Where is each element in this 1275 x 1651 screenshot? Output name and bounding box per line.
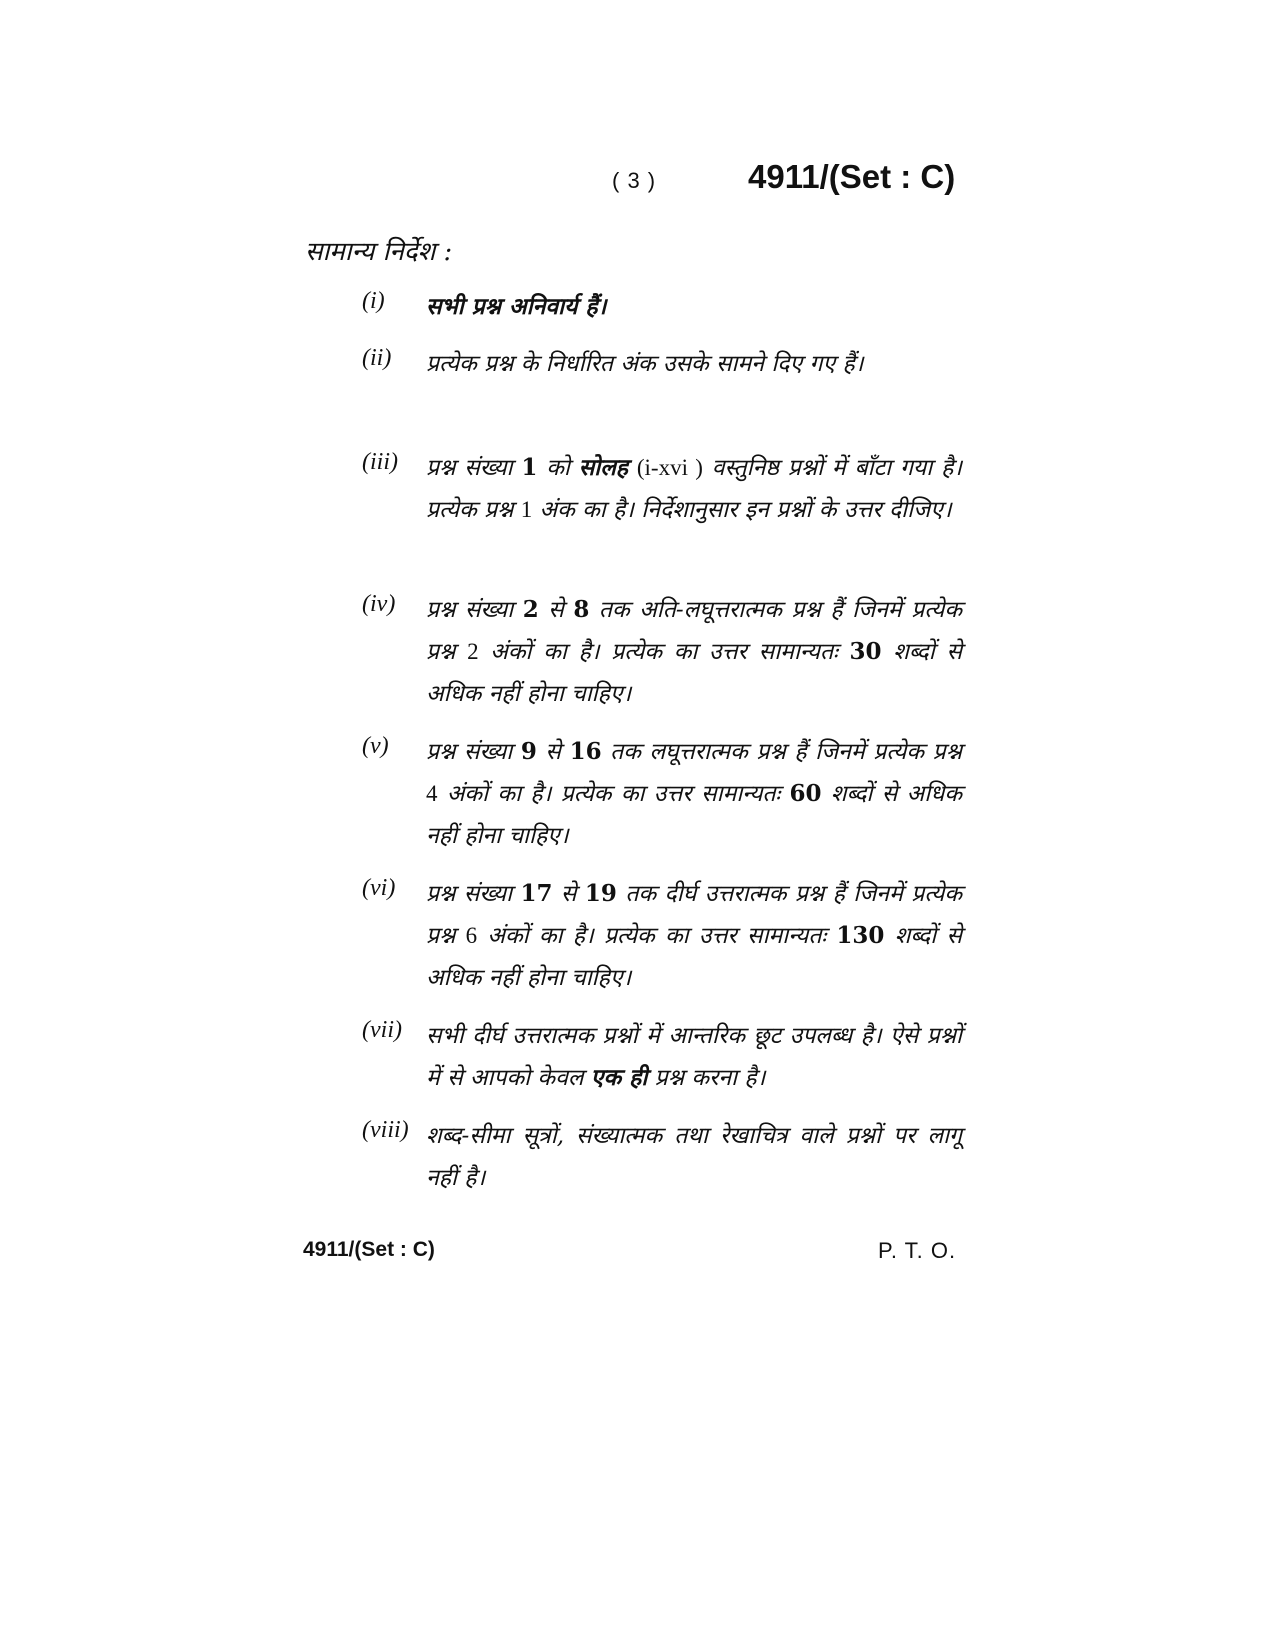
instruction-text: शब्द-सीमा सूत्रों, संख्यात्मक तथा रेखाचित्र वाले प्रश्नों पर लागू नहीं है। [426,1123,962,1191]
instruction-number: (iii) [362,449,398,475]
instruction-item [362,1015,962,1099]
instruction-number: (i) [362,288,385,314]
instruction-item [362,873,962,999]
instruction-text: सभी दीर्घ उत्तरात्मक प्रश्नों में आन्तरिक छूट उपलब्ध है। ऐसे प्रश्नों में से आपको केवल एक ही प्रश्न करना है। [426,1023,962,1091]
instruction-text: प्रश्न संख्या 2 से 8 तक अति-लघूत्तरात्मक प्रश्न हैं जिनमें प्रत्येक प्रश्न 2 अंकों का है। प्रत्येक का उत्तर सामान्यतः 30 शब्दों से अधिक नहीं होना चाहिए। [426,596,962,707]
instruction-text: प्रश्न संख्या 1 को सोलह (i-xvi ) वस्तुनिष्ठ प्रश्नों में बाँटा गया है। प्रत्येक प्रश्न 1 अंक का है। निर्देशानुसार इन प्रश्नों के उत्तर दीजिए। [426,454,963,523]
instruction-number: (viii) [362,1117,409,1143]
instruction-text: प्रत्येक प्रश्न के निर्धारित अंक उसके सामने दिए गए हैं। [426,351,864,377]
instruction-number: (ii) [362,345,392,371]
paper-code-header: 4911/(Set : C) [748,158,956,195]
instruction-item [362,589,962,715]
instruction-number: (iv) [362,591,396,617]
instruction-item [362,343,962,385]
paper-code-footer: 4911/(Set : C) [303,1238,435,1261]
instruction-item [362,447,962,531]
instruction-text: प्रश्न संख्या 17 से 19 तक दीर्घ उत्तरात्मक प्रश्न हैं जिनमें प्रत्येक प्रश्न 6 अंकों का है। प्रत्येक का उत्तर सामान्यतः 130 शब्दों से अधिक नहीं होना चाहिए। [426,880,962,991]
instruction-number: (vii) [362,1017,402,1043]
instruction-text: सभी प्रश्न अनिवार्य हैं। [426,293,607,320]
instruction-item [362,1115,962,1199]
instruction-item [362,731,962,857]
section-title: सामान्य निर्देश : [305,237,453,267]
instruction-number: (vi) [362,875,396,901]
instruction-number: (v) [362,733,389,759]
page-number: ( 3 ) [612,168,657,193]
instruction-text: प्रश्न संख्या 9 से 16 तक लघूत्तरात्मक प्रश्न हैं जिनमें प्रत्येक प्रश्न 4 अंकों का है। प्रत्येक का उत्तर सामान्यतः 60 शब्दों से अधिक नहीं होना चाहिए। [426,738,962,849]
instruction-item [362,286,962,328]
pto-label: P. T. O. [878,1238,957,1263]
